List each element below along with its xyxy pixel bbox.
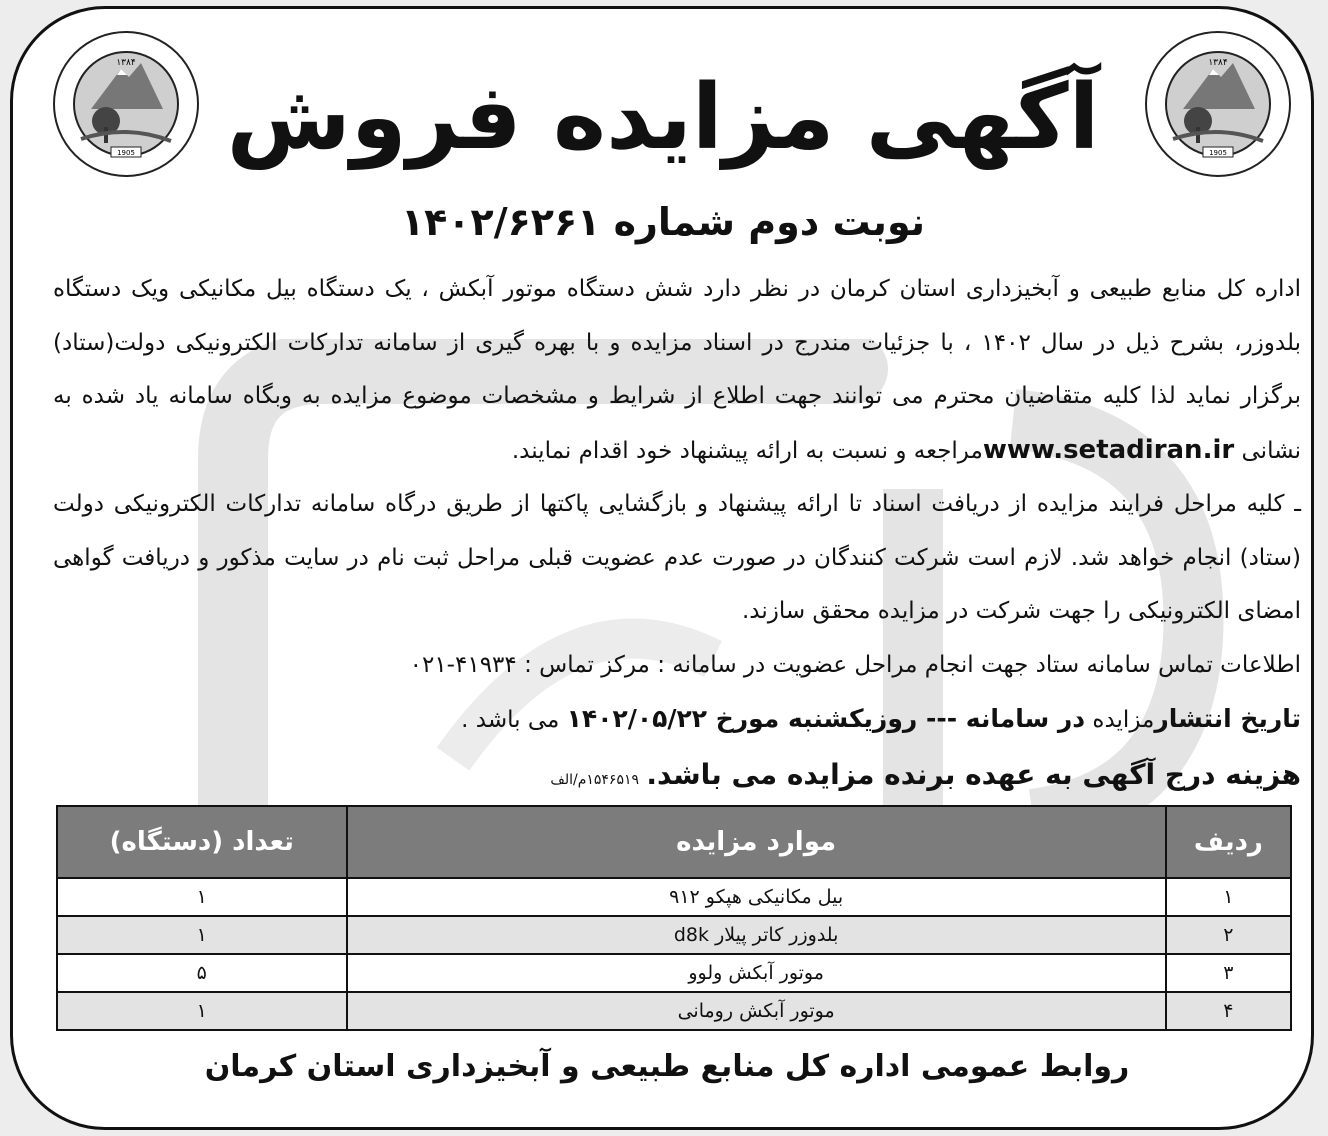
row-number: ۲ (1166, 916, 1291, 954)
organization-seal-logo (51, 29, 201, 179)
row-item: موتور آبکش رومانی (347, 992, 1166, 1030)
header-item: موارد مزایده (347, 806, 1166, 878)
notice-subtitle: نوبت دوم شماره ۱۴۰۲/۶۲۶۱ (400, 200, 926, 244)
table-row (57, 916, 1291, 954)
notice-body (53, 263, 1301, 807)
row-number: ۳ (1166, 954, 1291, 992)
cost-text: هزینه درج آگهی به عهده برنده مزایده می باشد. (646, 757, 1301, 791)
seal-year-top: ۱۳۸۴ (116, 58, 136, 68)
intro-text: اداره کل منابع طبیعی و آبخیزداری استان کرمان در نظر دارد شش دستگاه موتور آبکش ، یک دستگاه بیل مکانیکی ویک دستگاه بلدوزر، بشرح ذیل در سال ۱۴۰۲ ، با جزئیات مندرج در اسناد مزایده و با بهره گیری از سامانه تدارکات الکترونیکی دولت(ستاد) برگزار نماید لذا کلیه متقاضیان محترم می توانند جهت اطلاع از شرایط و مشخصات موضوع مزایده به وبگاه سامانه یاد شده به نشانی (53, 276, 1301, 464)
row-quantity: ۱ (57, 916, 347, 954)
row-number: ۴ (1166, 992, 1291, 1030)
seal-year-bottom: 1905 (117, 149, 135, 157)
publish-date-label: تاریخ انتشار (1154, 704, 1301, 733)
intro-text-end: مراجعه و نسبت به ارائه پیشنهاد خود اقدام نمایند. (511, 437, 983, 464)
cost-paragraph (53, 748, 1301, 808)
auction-items-table (56, 805, 1292, 1031)
table-row (57, 878, 1291, 916)
publish-date-paragraph (53, 692, 1301, 748)
publish-date-end: می باشد . (461, 707, 567, 733)
row-item: بلدوزر کاتر پیلار d8k (347, 916, 1166, 954)
contact-paragraph: اطلاعات تماس سامانه ستاد جهت انجام مراحل عضویت در سامانه : مرکز تماس : ۴۱۹۳۴-۰۲۱ (409, 651, 1301, 678)
intro-paragraph (53, 263, 1301, 478)
row-quantity: ۱ (57, 878, 347, 916)
row-item: بیل مکانیکی هپکو ۹۱۲ (347, 878, 1166, 916)
row-quantity: ۵ (57, 954, 347, 992)
header-quantity: تعداد (دستگاه) (57, 806, 347, 878)
organization-seal-logo (1143, 29, 1293, 179)
row-item: موتور آبکش ولوو (347, 954, 1166, 992)
table-row (57, 954, 1291, 992)
cost-code: ۱۵۴۶۵۱۹م/الف (550, 771, 640, 788)
seal-year-top: ۱۳۸۴ (1208, 58, 1228, 68)
seal-year-bottom: 1905 (1209, 149, 1227, 157)
notice-frame (10, 6, 1314, 1130)
header-row-number: ردیف (1166, 806, 1291, 878)
notice-title: آگهی مزایده فروش (226, 65, 1100, 170)
table-header-row (57, 806, 1291, 878)
row-quantity: ۱ (57, 992, 347, 1030)
process-paragraph: ـ کلیه مراحل فرایند مزایده از دریافت اسناد تا ارائه پیشنهاد و بازگشایی پاکتها از طریق درگاه سامانه تدارکات الکترونیکی دولت (ستاد) انجام خواهد شد. لازم است شرکت کنندگان در صورت عدم عضویت قبلی مراحل ثبت نام در سایت مذکور و دریافت گواهی امضای الکترونیکی را جهت شرکت در مزایده محقق سازند. (53, 491, 1301, 624)
public-relations-signature: روابط عمومی اداره کل منابع طبیعی و آبخیزداری استان کرمان (204, 1049, 1130, 1084)
table-row (57, 992, 1291, 1030)
publish-date-value: در سامانه --- روزیکشنبه مورخ ۱۴۰۲/۰۵/۲۲ (566, 704, 1086, 733)
row-number: ۱ (1166, 878, 1291, 916)
website-link[interactable]: www.setadiran.ir (982, 434, 1235, 465)
publish-date-mid: مزایده (1085, 707, 1155, 733)
